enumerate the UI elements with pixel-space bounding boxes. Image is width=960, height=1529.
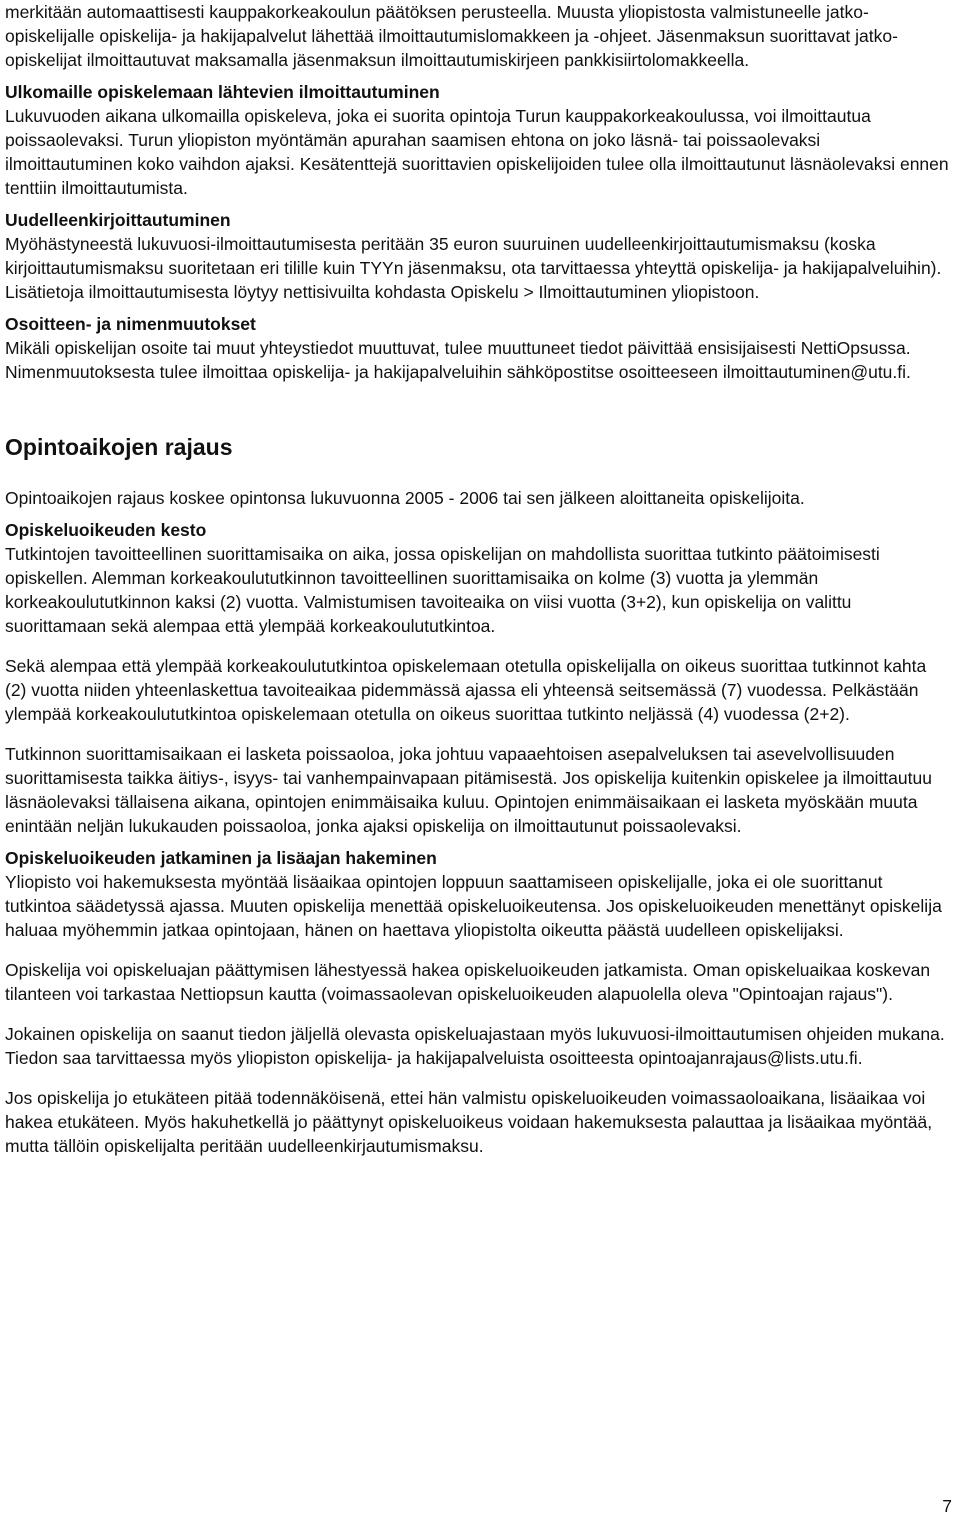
duration-paragraph-3: Tutkinnon suorittamisaikaan ei lasketa poissaoloa, joka johtuu vapaaehtoisen asepalveluksen tai asevelvollisuuden suorittamisesta taikka äitiys-, isyys- tai vanhempainvapaan pitämisestä. Jos opiskelija kuitenkin opiskelee ja ilmoittautuu läsnäolevaksi tällaisena aikana, opintojen enimmäisaika kuluu. Opintojen enimmäisaikaan ei lasketa myöskään muuta enintään neljän lukukauden poissaoloa, jonka ajaksi opiskelija on ilmoittautunut poissaolevaksi. bbox=[5, 744, 932, 836]
section-intro: Opintoaikojen rajaus koskee opintonsa lukuvuonna 2005 - 2006 tai sen jälkeen aloittaneita opiskelijoita. bbox=[5, 488, 805, 508]
duration-heading: Opiskeluoikeuden kesto bbox=[5, 520, 207, 540]
duration-paragraph-1: Tutkintojen tavoitteellinen suorittamisaika on aika, jossa opiskelijan on mahdollista suorittaa tutkinto päätoimisesti opiskellen. Alemman korkeakoulututkinnon tavoitteellinen suorittamisaika on kolme (3) vuotta ja ylemmän korkeakoulututkinnon kaksi (2) vuotta. Valmistumisen tavoiteaika on viisi vuotta (3+2), kun opiskelija on valittu suorittamaan sekä alempaa että ylempää korkeakoulututkintoa. bbox=[5, 544, 880, 636]
reregistration-heading: Uudelleenkirjoittautuminen bbox=[5, 210, 231, 230]
intro-paragraph: merkitään automaattisesti kauppakorkeakoulun päätöksen perusteella. Muusta yliopistosta valmistuneelle jatko-opiskelijalle opiskelija- ja hakijapalvelut lähettää ilmoittautumislomakkeen ja -ohjeet. Jäsenmaksun suorittavat jatko-opiskelijat ilmoittautuvat maksamalla jäsenmaksun ilmoittautumiskirjeen pankkisiirtolomakkeella. bbox=[5, 2, 898, 70]
document-page bbox=[5, 0, 950, 1158]
address-heading: Osoitteen- ja nimenmuutokset bbox=[5, 314, 256, 334]
section-title: Opintoaikojen rajaus bbox=[5, 434, 233, 460]
extension-paragraph-1: Yliopisto voi hakemuksesta myöntää lisäaikaa opintojen loppuun saattamiseen opiskelijalle, joka ei ole suorittanut tutkintoa säädetyssä ajassa. Muuten opiskelija menettää opiskeluoikeutensa. Jos opiskeluoikeuden menettänyt opiskelija haluaa myöhemmin jatkaa opintojaan, hänen on haettava yliopistolta oikeutta päästä uudelleen opiskelijaksi. bbox=[5, 872, 942, 940]
page-number: 7 bbox=[942, 1496, 952, 1516]
reregistration-paragraph: Myöhästyneestä lukuvuosi-ilmoittautumisesta peritään 35 euron suuruinen uudelleenkirjoittautumismaksu (koska kirjoittautumismaksu suoritetaan eri tilille kuin TYYn jäsenmaksu, ota tarvittaessa yhteyttä opiskelija- ja hakijapalveluihin). Lisätietoja ilmoittautumisesta löytyy nettisivuilta kohdasta Opiskelu > Ilmoittautuminen yliopistoon. bbox=[5, 234, 942, 302]
address-paragraph: Mikäli opiskelijan osoite tai muut yhteystiedot muuttuvat, tulee muuttuneet tiedot päivittää ensisijaisesti NettiOpsussa. Nimenmuutoksesta tulee ilmoittaa opiskelija- ja hakijapalveluihin sähköpostitse osoitteeseen ilmoittautuminen@utu.fi. bbox=[5, 338, 911, 382]
abroad-paragraph: Lukuvuoden aikana ulkomailla opiskeleva, joka ei suorita opintoja Turun kauppakorkeakoulussa, voi ilmoittautua poissaolevaksi. Turun yliopiston myöntämän apurahan saamisen ehtona on joko läsnä- tai poissaolevaksi ilmoittautuminen koko vaihdon ajaksi. Kesätenttejä suorittavien opiskelijoiden tulee olla ilmoittautunut läsnäolevaksi ennen tenttiin ilmoittautumista. bbox=[5, 106, 949, 198]
extension-paragraph-2: Opiskelija voi opiskeluajan päättymisen lähestyessä hakea opiskeluoikeuden jatkamista. Oman opiskeluaikaa koskevan tilanteen voi tarkastaa Nettiopsun kautta (voimassaolevan opiskeluoikeuden alapuolella oleva "Opintoajan rajaus"). bbox=[5, 960, 931, 1004]
abroad-heading: Ulkomaille opiskelemaan lähtevien ilmoittautuminen bbox=[5, 82, 440, 102]
extension-paragraph-4: Jos opiskelija jo etukäteen pitää todennäköisenä, ettei hän valmistu opiskeluoikeuden voimassaoloaikana, lisäaikaa voi hakea etukäteen. Myös hakuhetkellä jo päättynyt opiskeluoikeus voidaan hakemuksesta palauttaa ja lisäaikaa myöntää, mutta tällöin opiskelijalta peritään uudelleenkirjautumismaksu. bbox=[5, 1088, 933, 1156]
extension-paragraph-3: Jokainen opiskelija on saanut tiedon jäljellä olevasta opiskeluajastaan myös lukuvuosi-ilmoittautumisen ohjeiden mukana. Tiedon saa tarvittaessa myös yliopiston opiskelija- ja hakijapalveluista osoitteesta opintoajanrajaus@lists.utu.fi. bbox=[5, 1024, 945, 1068]
extension-heading: Opiskeluoikeuden jatkaminen ja lisäajan hakeminen bbox=[5, 848, 437, 868]
duration-paragraph-2: Sekä alempaa että ylempää korkeakoulututkintoa opiskelemaan otetulla opiskelijalla on oikeus suorittaa tutkinnot kahta (2) vuotta niiden yhteenlaskettua tavoiteaikaa pidemmässä ajassa eli yhteensä seitsemässä (7) vuodessa. Pelkästään ylempää korkeakoulututkintoa opiskelemaan otetulla on oikeus suorittaa tutkinto neljässä (4) vuodessa (2+2). bbox=[5, 656, 927, 724]
